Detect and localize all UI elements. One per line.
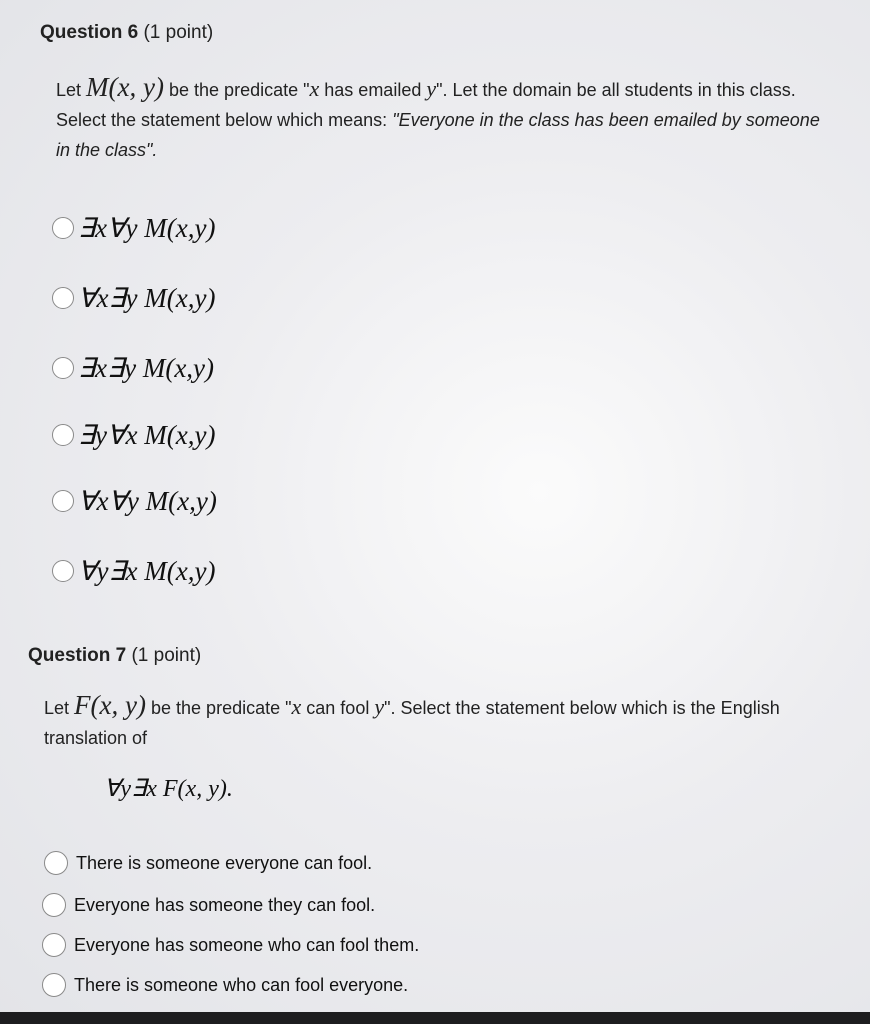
radio-button[interactable] [52,217,74,239]
radio-button[interactable] [42,893,66,917]
option-label: There is someone who can fool everyone. [74,974,409,995]
answer-option[interactable] [52,483,217,519]
question-points: (1 point) [143,22,214,43]
question-7-prompt: Let F(x, y) be the predicate "x can fool y". Select the statement below which is the English translation of [44,690,780,748]
screen-bezel [0,1012,870,1024]
question-6-title [40,22,213,44]
option-label: Everyone has someone they can fool. [74,894,376,915]
option-formula: ∀y∃x M(x,y) [78,555,216,586]
option-label: Everyone has someone who can fool them. [74,934,420,955]
option-formula: ∀x∀y M(x,y) [78,485,217,516]
given-formula: ∀y∃x F(x, y). [104,776,233,802]
answer-option[interactable] [52,350,214,386]
radio-button[interactable] [42,933,66,957]
answer-option[interactable] [42,890,375,920]
question-7-title [28,645,201,667]
answer-option[interactable] [42,930,419,960]
radio-button[interactable] [44,851,68,875]
question-number: Question 7 [28,645,127,666]
answer-option[interactable] [52,553,215,589]
answer-option[interactable] [52,417,215,453]
option-formula: ∃x∀y M(x,y) [78,212,216,243]
answer-option[interactable] [42,970,408,1000]
radio-button[interactable] [52,287,74,309]
answer-option[interactable] [52,210,215,246]
predicate-math: F(x, y) [74,690,146,720]
question-points: (1 point) [131,645,202,666]
answer-option[interactable] [52,280,215,316]
option-formula: ∃x∃y M(x,y) [78,352,215,383]
answer-option[interactable] [44,848,372,878]
predicate-math: M(x, y) [86,72,164,102]
radio-button[interactable] [52,424,74,446]
option-label: There is someone everyone can fool. [76,852,373,873]
radio-button[interactable] [52,357,74,379]
question-6-prompt: Let M(x, y) be the predicate "x has emailed y". Let the domain be all students in this class. Select the statement below which means: "Everyone in the class has been emailed by someone in the class". [56,72,820,160]
option-formula: ∀x∃y M(x,y) [78,282,216,313]
prompt-quote: "Everyone in the class has been emailed by someone in the class". [56,110,820,160]
option-formula: ∃y∀x M(x,y) [78,419,216,450]
question-number: Question 6 [40,22,139,43]
radio-button[interactable] [52,560,74,582]
radio-button[interactable] [42,973,66,997]
radio-button[interactable] [52,490,74,512]
